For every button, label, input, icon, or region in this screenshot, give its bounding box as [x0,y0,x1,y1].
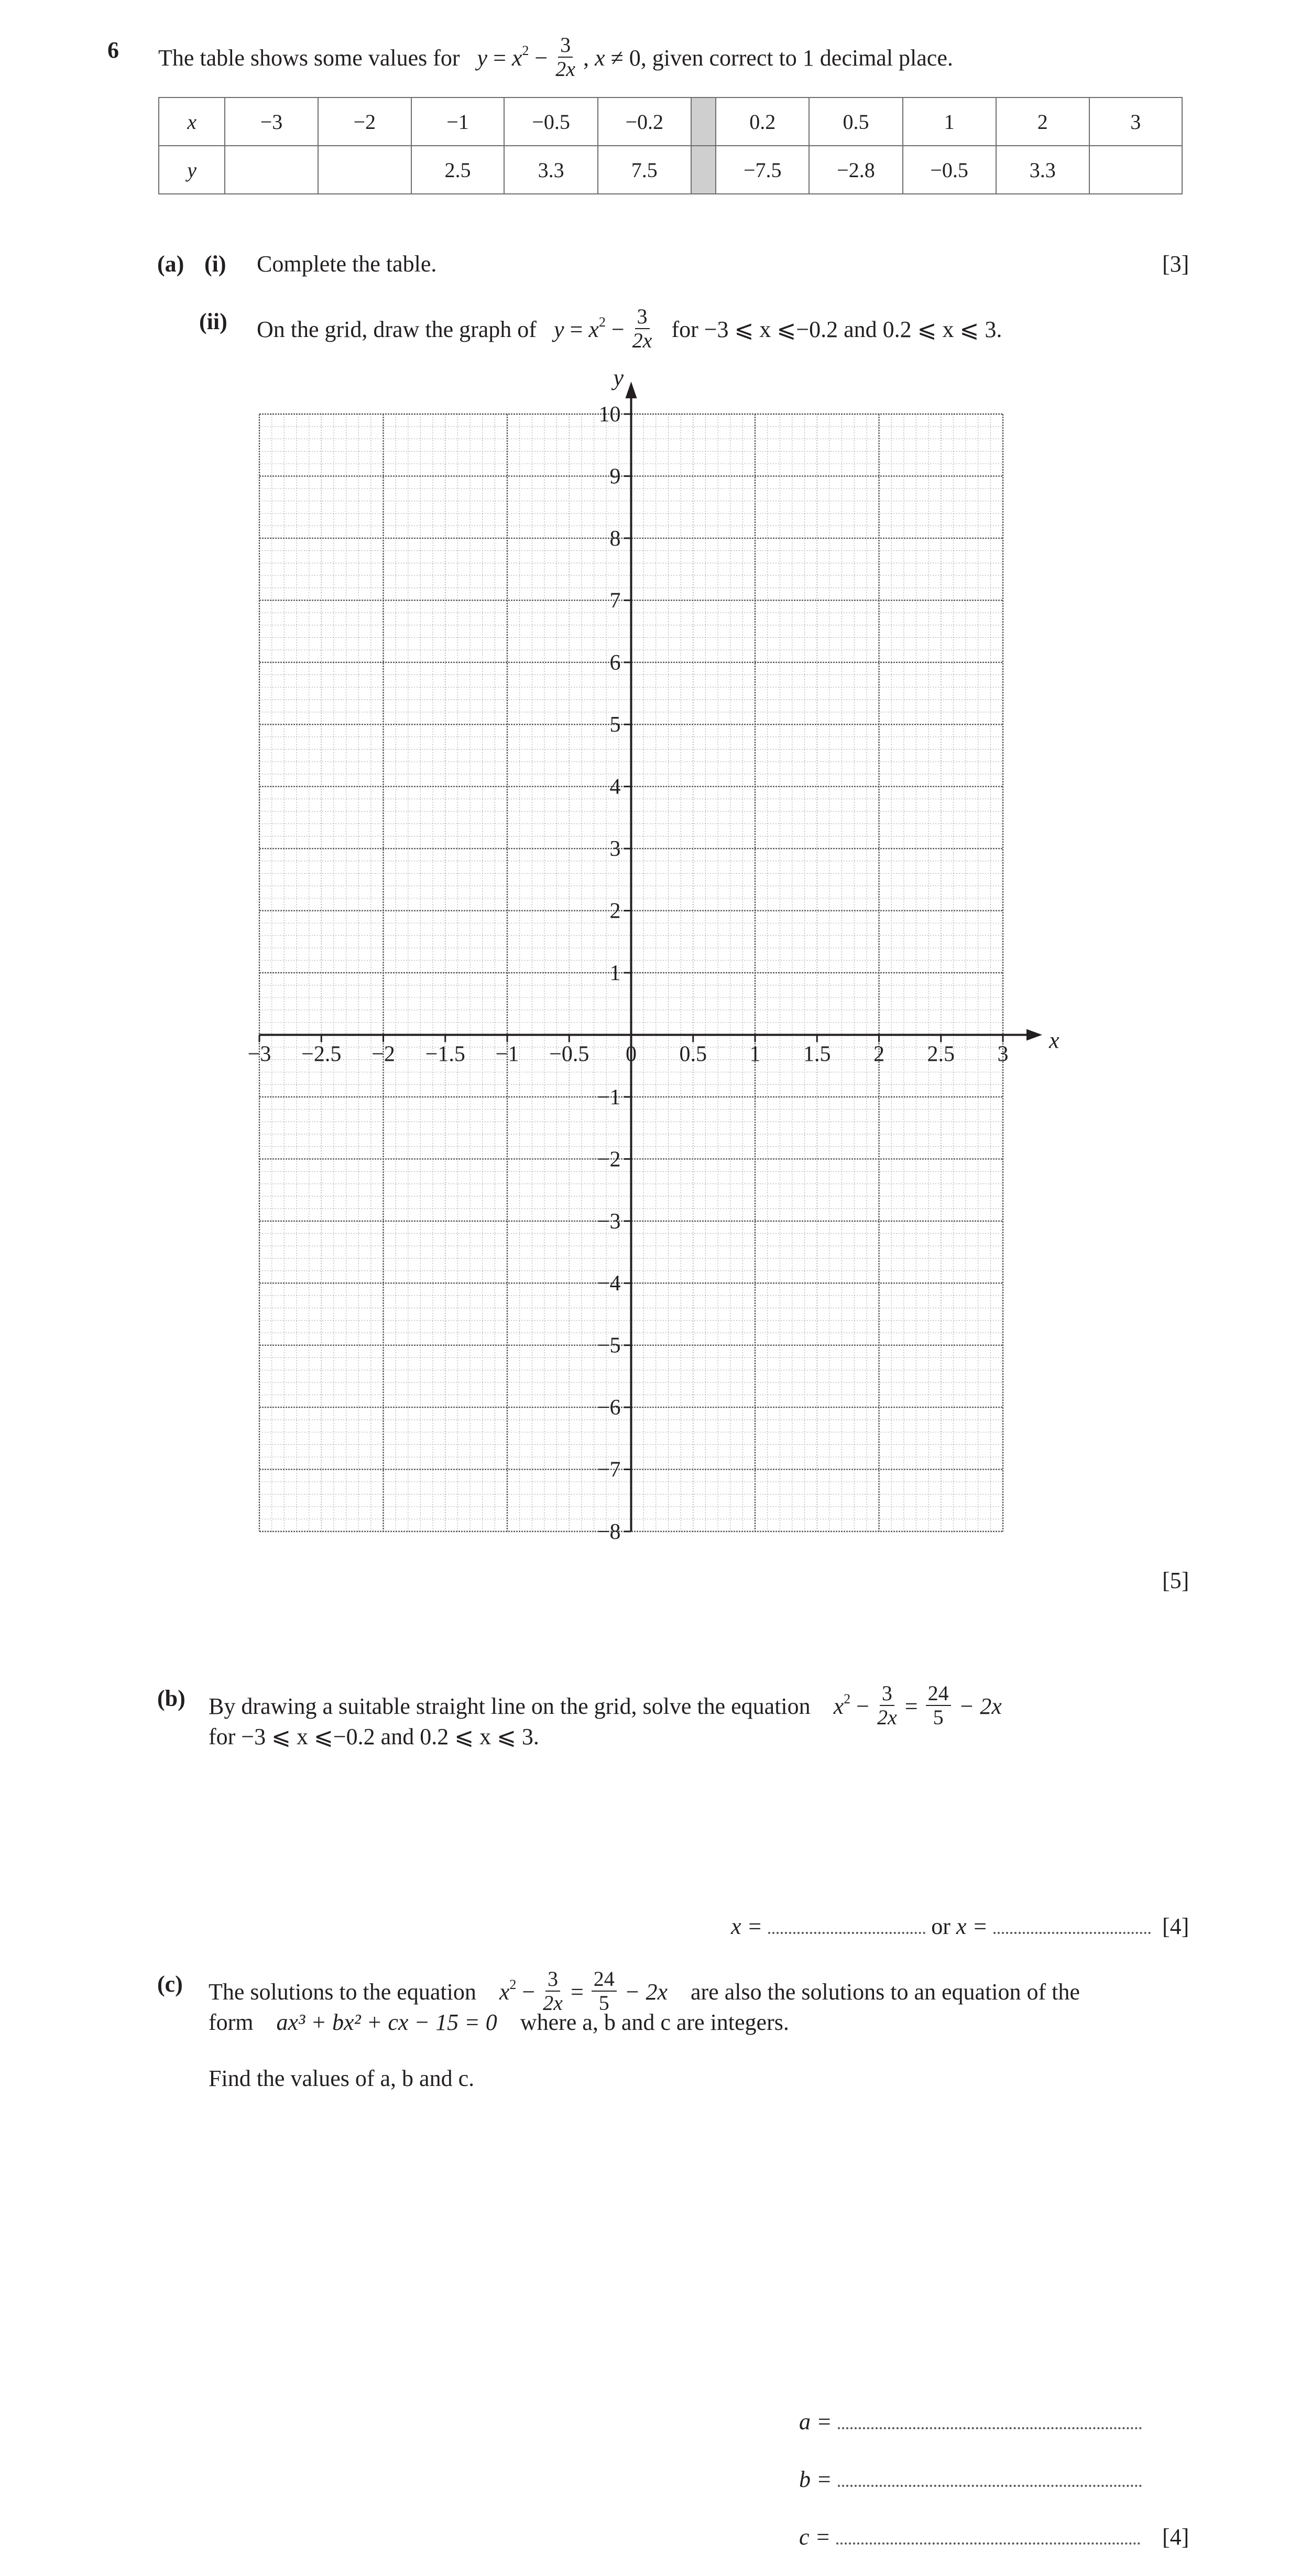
table-cell: −2 [318,97,411,146]
table-cell: 0.5 [809,97,902,146]
x-axis-arrow [1026,1029,1042,1040]
eq-fraction-den: 5 [598,1991,609,2015]
part-a-ii-marks: [5] [1162,1568,1189,1593]
x-tick-label: −3 [247,1042,271,1067]
table-cell: 7.5 [598,146,691,194]
y-tick-label: −2 [597,1147,621,1172]
table-cell: 3.3 [504,146,597,194]
y-tick-label: −1 [597,1085,621,1110]
answer-a-line [799,2408,1142,2436]
table-cell: 2.5 [411,146,505,194]
eq-equals: = [899,1693,924,1720]
part-a-ii-label: (ii) [199,309,227,334]
x-tick-label: −2 [372,1042,395,1067]
eq-fraction-num: 3 [545,1968,560,1992]
eq-minus: − [850,1693,875,1720]
eq-fraction-1 [543,1968,563,2015]
part-a-i-label: (i) [204,251,226,277]
x-tick-label: 2.5 [927,1042,955,1067]
eq-fraction-den: 2x [543,1991,563,2015]
table-header-y: y [159,146,225,194]
y-tick-label: 10 [598,403,621,427]
intro-text: The table shows some values for [158,45,460,71]
y-axis-arrow [626,382,637,398]
part-b-range: for −3 ⩽ x ⩽−0.2 and 0.2 ⩽ x ⩽ 3. [209,1724,539,1749]
eq-minus: − [605,317,630,343]
part-c-line2 [209,2009,789,2036]
question-number: 6 [107,37,119,63]
x-tick-label: 1 [749,1042,761,1067]
table-cell: −0.2 [598,97,691,146]
eq-square: 2 [522,43,529,59]
x-axis-label: x [1049,1027,1059,1053]
eq-y: y [553,317,564,343]
part-c-text-post: are also the solutions to an equation of the [691,1979,1080,2005]
eq-fraction-den: 5 [933,1705,944,1729]
eq-fraction-2 [926,1682,951,1729]
answer-x1-label: x = [731,1914,769,1939]
axes [259,382,1042,1531]
table-cell: −3 [225,97,318,146]
answer-or: or [925,1914,956,1939]
eq-fraction-num: 24 [926,1682,951,1706]
answer-x2-label: x = [956,1914,994,1939]
part-a-ii-range: for −3 ⩽ x ⩽−0.2 and 0.2 ⩽ x ⩽ 3. [671,317,1002,343]
table-cell: 3.3 [996,146,1089,194]
answer-x2-field[interactable] [993,1916,1151,1934]
eq-fraction-2 [592,1968,617,2015]
eq-fraction-num: 3 [635,305,650,329]
y-tick-label: 8 [609,526,621,551]
eq-minus: − [516,1979,541,2005]
eq-x: x [588,317,599,343]
table-cell: 1 [903,97,996,146]
y-tick-label: −6 [597,1396,621,1420]
eq-tail: − 2x [618,1979,668,2005]
part-a-i-text: Complete the table. [257,251,437,277]
table-cell: −0.5 [504,97,597,146]
x-tick-label: −0.5 [549,1042,589,1067]
x-tick-label: 2 [873,1042,884,1067]
y-axis-label: y [613,365,624,390]
answer-b-line [799,2466,1142,2493]
part-c-text-pre: The solutions to the equation [209,1979,476,2005]
eq-y: y [477,45,488,71]
part-c-marks: [4] [1162,2524,1189,2550]
x-tick-label: −1 [495,1042,519,1067]
y-tick-label: 4 [609,775,621,799]
part-a-label: (a) [157,251,184,277]
x-tick-label: 3 [997,1042,1009,1067]
eq-square: 2 [844,1691,851,1707]
eq-fraction-1 [877,1682,897,1729]
x-tick-label: 1.5 [803,1042,831,1067]
part-c-form: form [209,2009,254,2035]
eq-fraction-den: 2x [632,329,652,352]
part-c-where: where a, b and c are integers. [520,2009,789,2035]
y-tick-label: 1 [609,961,621,985]
eq-fraction-num: 24 [592,1968,617,1992]
eq-square: 2 [509,1977,517,1993]
y-tick-label: 2 [609,899,621,923]
eq-fraction-den: 2x [877,1705,897,1729]
eq-x: x [833,1693,844,1720]
eq-fraction-num: 3 [880,1682,894,1706]
y-tick-label: 6 [609,650,621,675]
table-cell: 2 [996,97,1089,146]
eq-x: x [511,45,522,71]
intro-condition: ≠ 0, given correct to 1 decimal place. [605,45,953,71]
part-b-text-main: By drawing a suitable straight line on the grid, solve the equation [209,1693,811,1720]
answer-a-field[interactable] [838,2411,1142,2429]
answer-c-line [799,2524,1140,2551]
table-cell: 3 [1089,97,1182,146]
eq-fraction-den: 2x [555,57,576,81]
y-tick-label: 7 [609,589,621,613]
eq-square: 2 [598,314,606,330]
x-tick-label: 0 [626,1042,637,1067]
part-a-ii-pre: On the grid, draw the graph of [257,317,537,343]
part-c-label: (c) [157,1971,183,1997]
y-tick-label: −8 [597,1520,621,1544]
answer-x1-field[interactable] [768,1916,925,1934]
intro-comma: , [577,45,595,71]
eq-x: x [499,1979,510,2005]
table-cell: 0.2 [716,97,809,146]
x-tick-label: 0.5 [679,1042,707,1067]
part-b-label: (b) [157,1686,185,1711]
answer-c-field[interactable] [836,2527,1140,2545]
table-cell: −0.5 [903,146,996,194]
y-tick-label: −5 [597,1333,621,1358]
x-tick-label: −1.5 [425,1042,465,1067]
table-header-x: x [159,97,225,146]
part-b-marks: [4] [1162,1914,1189,1939]
part-c-find: Find the values of a, b and c. [209,2066,475,2091]
eq-equals: = [564,317,589,343]
eq-minus: − [529,45,554,71]
table-cell: −7.5 [716,146,809,194]
answer-a-label: a = [799,2409,838,2434]
y-tick-label: 9 [609,464,621,489]
table-cell: −2.8 [809,146,902,194]
y-tick-label: −3 [597,1209,621,1234]
eq-equals: = [564,1979,589,2005]
eq-equals: = [487,45,512,71]
answer-c-label: c = [799,2524,837,2550]
eq-fraction-num: 3 [558,34,573,58]
y-tick-label: 3 [609,837,621,862]
answer-b-label: b = [799,2466,838,2492]
eq-tail: − 2x [953,1693,1002,1720]
part-a-i-marks: [3] [1162,251,1189,277]
part-b-answer-line [731,1913,1151,1940]
y-tick-label: −7 [597,1458,621,1482]
answer-b-field[interactable] [838,2469,1142,2487]
y-tick-label: −4 [597,1271,621,1296]
part-c-cubic: ax³ + bx² + cx − 15 = 0 [276,2009,497,2035]
y-tick-label: 5 [609,713,621,737]
table-cell: −1 [411,97,505,146]
axis-tick-labels [248,365,1059,1544]
x-tick-label: −2.5 [301,1042,342,1067]
intro-cond-x: x [595,45,605,71]
